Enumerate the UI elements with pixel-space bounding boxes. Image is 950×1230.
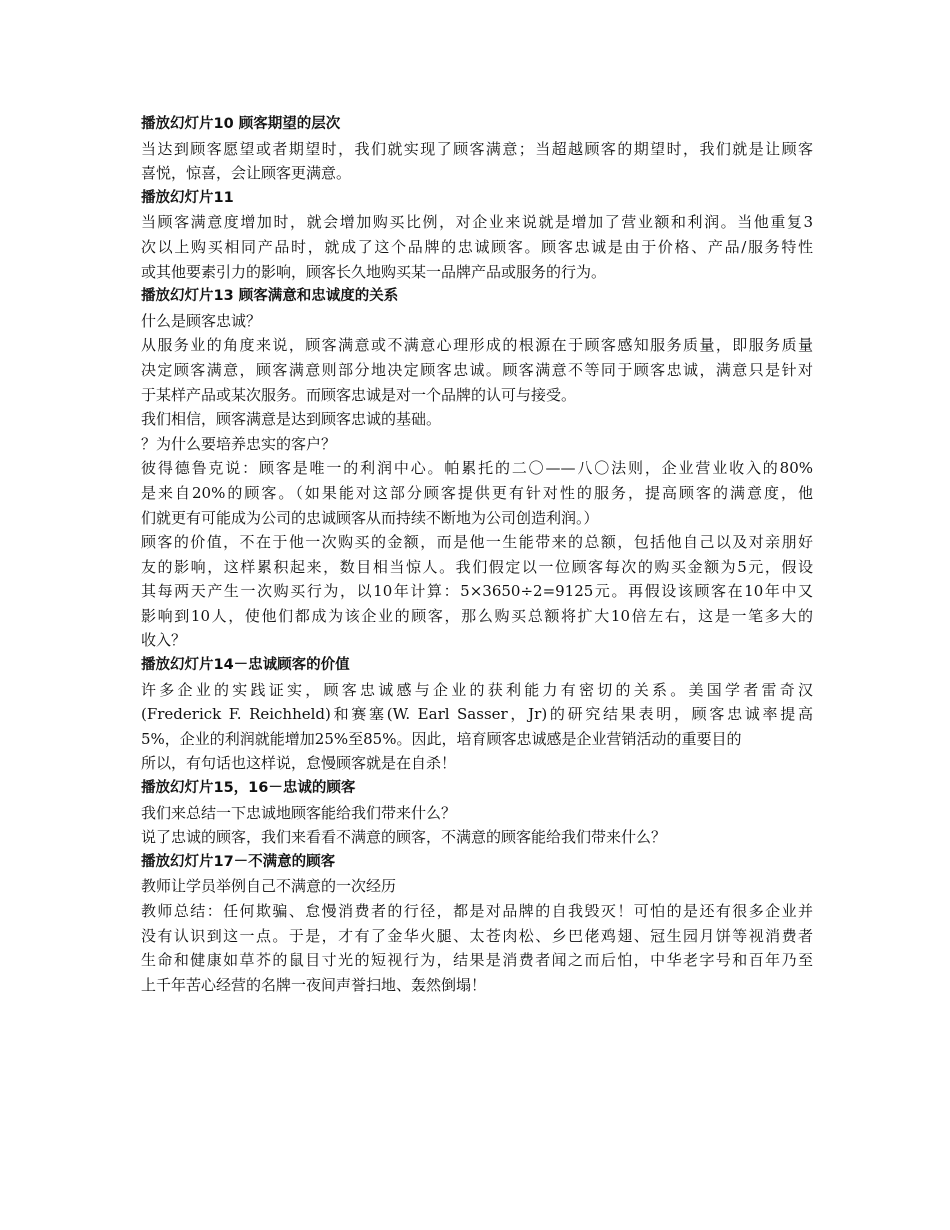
section-heading: 播放幻灯片11: [141, 189, 234, 206]
paragraph-line: 决定顾客满意，顾客满意则部分地决定顾客忠诚。顾客满意不等同于顾客忠诚，满意只是针对: [141, 360, 813, 379]
paragraph-line: 或其他要素引力的影响，顾客长久地购买某一品牌产品或服务的行为。: [141, 262, 607, 281]
section-heading: 播放幻灯片15，16－忠诚的顾客: [141, 780, 356, 797]
paragraph-line: 从服务业的角度来说，顾客满意或不满意心理形成的根源在于顾客感知服务质量，即服务质量: [141, 336, 813, 355]
paragraph-line: 上千年苦心经营的名牌一夜间声誉扫地、轰然倒塌！: [141, 975, 487, 994]
document-page: [141, 112, 813, 997]
paragraph-line: 于某样产品或某次服务。而顾客忠诚是对一个品牌的认可与接受。: [141, 385, 577, 404]
paragraph-line: 教师让学员举例自己不满意的一次经历: [141, 877, 397, 896]
section-heading: 播放幻灯片17－不满意的顾客: [141, 853, 336, 870]
paragraph-line: 什么是顾客忠诚？: [141, 311, 262, 330]
section-heading: 播放幻灯片13 顾客满意和忠诚度的关系: [141, 288, 399, 305]
paragraph-line: 当顾客满意度增加时，就会增加购买比例，对企业来说就是增加了营业额和利润。当他重复3: [141, 213, 813, 232]
paragraph-line: 影响到10人，使他们都成为该企业的顾客，那么购买总额将扩大10倍左右，这是一笔多大的: [141, 606, 813, 625]
paragraph-line: 所以，有句话也这样说，怠慢顾客就是在自杀！: [141, 754, 457, 773]
paragraph-line: 喜悦，惊喜，会让顾客更满意。: [141, 164, 352, 183]
paragraph-line: 友的影响，这样累积起来，数目相当惊人。我们假定以一位顾客每次的购买金额为5元，假设: [141, 557, 813, 576]
section-heading: 播放幻灯片10 顾客期望的层次: [141, 116, 341, 132]
paragraph-line: 生命和健康如草芥的鼠目寸光的短视行为，结果是消费者闻之而后怕，中华老字号和百年乃至: [141, 951, 813, 970]
paragraph-line: 收入？: [141, 631, 187, 650]
paragraph-line: 们就更有可能成为公司的忠诚顾客从而持续不断地为公司创造利润。）: [141, 508, 599, 527]
paragraph-line: 5%，企业的利润就能增加25%至85%。因此，培育顾客忠诚感是企业营销活动的重要目的: [141, 729, 742, 748]
paragraph-line: 我们来总结一下忠诚地顾客能给我们带来什么？: [141, 803, 457, 822]
paragraph-line: 没有认识到这一点。于是，才有了金华火腿、太苍肉松、乡巴佬鸡翅、冠生园月饼等视消费者: [141, 926, 813, 945]
paragraph-line: 次以上购买相同产品时，就成了这个品牌的忠诚顾客。顾客忠诚是由于价格、产品/服务特性: [141, 237, 813, 256]
paragraph-line: 我们相信，顾客满意是达到顾客忠诚的基础。: [141, 410, 442, 429]
paragraph-line: 是来自20%的顾客。（如果能对这部分顾客提供更有针对性的服务，提高顾客的满意度，他: [141, 483, 813, 502]
paragraph-line: (Frederick F. Reichheld)和赛塞(W. Earl Sasser，Jr)的研究结果表明，顾客忠诚率提高: [141, 705, 813, 724]
paragraph-line: ？为什么要培养忠实的客户？: [141, 434, 337, 453]
paragraph-line: 许多企业的实践证实，顾客忠诚感与企业的获利能力有密切的关系。美国学者雷奇汉: [141, 680, 813, 699]
section-heading: 播放幻灯片14－忠诚顾客的价值: [141, 657, 350, 674]
paragraph-line: 说了忠诚的顾客，我们来看看不满意的顾客，不满意的顾客能给我们带来什么？: [141, 828, 667, 847]
paragraph-line: 教师总结：任何欺骗、怠慢消费者的行径，都是对品牌的自我毁灭！可怕的是还有很多企业并: [141, 902, 813, 920]
paragraph-line: 彼得德鲁克说：顾客是唯一的利润中心。帕累托的二〇——八〇法则，企业营业收入的80%: [141, 459, 813, 478]
paragraph-line: 顾客的价值，不在于他一次购买的金额，而是他一生能带来的总额，包括他自己以及对亲朋好: [141, 533, 813, 552]
paragraph-line: 当达到顾客愿望或者期望时，我们就实现了顾客满意；当超越顾客的期望时，我们就是让顾客: [141, 139, 813, 158]
paragraph-line: 其每两天产生一次购买行为，以10年计算：5×3650÷2=9125元。再假设该顾客在10年中又: [141, 582, 813, 601]
